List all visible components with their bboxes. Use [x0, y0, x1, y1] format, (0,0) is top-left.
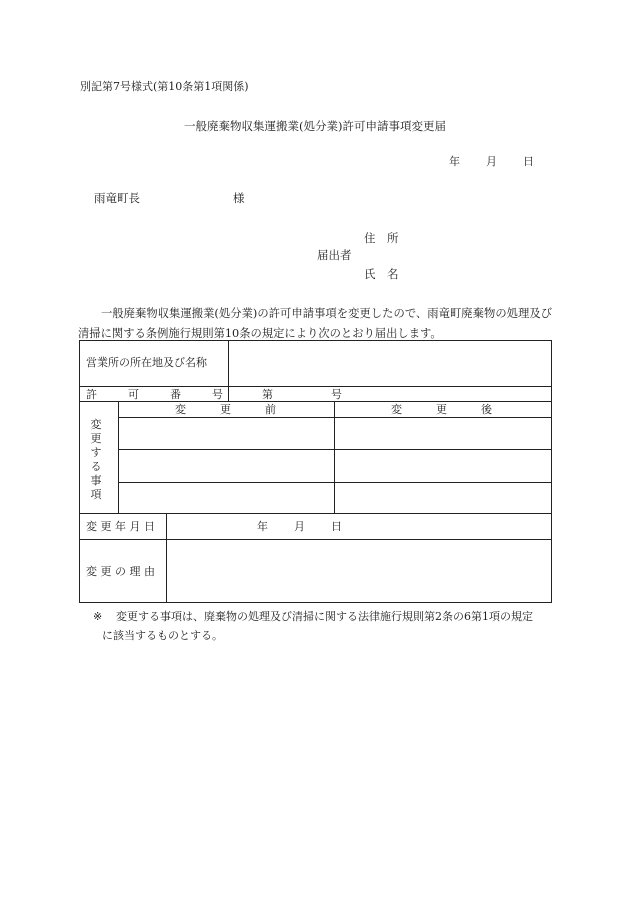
- permit-number-value[interactable]: 第 号: [262, 388, 342, 401]
- change-date-value[interactable]: 年 月 日: [257, 520, 342, 533]
- before-change-cell[interactable]: [119, 483, 334, 513]
- change-reason-input[interactable]: [167, 540, 551, 602]
- address-label: 住 所: [364, 231, 399, 245]
- notifier-label: 届出者: [317, 248, 352, 262]
- change-items-label: 変 更 す る 事 項: [90, 418, 102, 501]
- after-change-cell[interactable]: [335, 483, 551, 513]
- office-label: 営業所の所在地及び名称: [86, 356, 207, 369]
- date-day-label: 日: [523, 155, 534, 168]
- after-change-header: 変 更 後: [391, 403, 492, 416]
- before-change-header: 変 更 前: [175, 403, 276, 416]
- form-number: 別記第7号様式(第10条第1項関係): [80, 80, 249, 93]
- addressee-name: 雨竜町長: [94, 191, 140, 205]
- addressee-honorific: 様: [233, 191, 245, 205]
- name-label: 氏 名: [364, 267, 399, 281]
- note-line-2: に該当するものとする。: [102, 629, 223, 642]
- date-year-label: 年: [449, 155, 460, 168]
- before-change-cell[interactable]: [119, 418, 334, 449]
- after-change-cell[interactable]: [335, 418, 551, 449]
- note-mark: ※: [93, 610, 103, 623]
- change-date-label: 変 更 年 月 日: [86, 520, 155, 533]
- change-reason-label: 変 更 の 理 由: [86, 565, 155, 578]
- before-change-cell[interactable]: [119, 450, 334, 482]
- body-paragraph: 一般廃棄物収集運搬業(処分業)の許可申請事項を変更したので、雨竜町廃棄物の処理及び清掃に関する条例施行規則第10条の規定により次のとおり届出します。: [78, 307, 552, 340]
- permit-number-label: 許 可 番 号: [86, 388, 223, 401]
- office-input[interactable]: [229, 341, 551, 386]
- footnote: [93, 607, 555, 645]
- document-title: 一般廃棄物収集運搬業(処分業)許可申請事項変更届: [184, 119, 446, 133]
- date-month-label: 月: [486, 155, 497, 168]
- after-change-cell[interactable]: [335, 450, 551, 482]
- note-line-1: 変更する事項は、廃棄物の処理及び清掃に関する法律施行規則第2条の6第1項の規定: [116, 610, 533, 623]
- submission-date: [449, 156, 534, 167]
